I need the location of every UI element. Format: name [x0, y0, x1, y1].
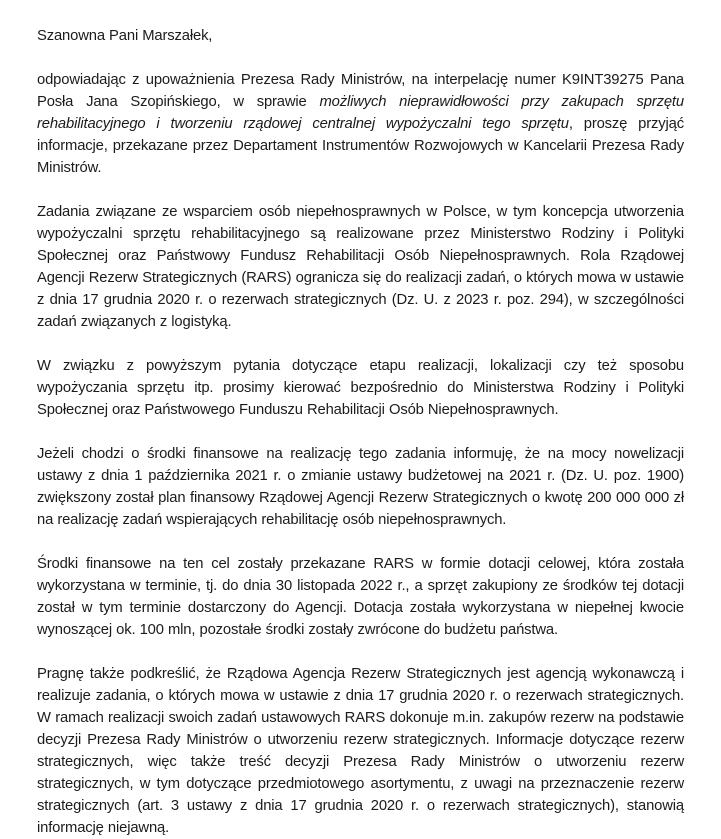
text-run: Jeżeli chodzi o środki finansowe na realizację tego zadania informuję, że na mocy nowelizacji ustawy z dnia 1 października 2021 r. o zmianie ustawy budżetowej na 2021 r. (Dz. U. poz. 1900) zwiększony został plan finansowy Rządowej Agencji Rezerw Strategicznych o kwotę 200 000 000 zł na realizację zadań wspierających rehabilitację osób niepełnosprawnych. — [37, 446, 684, 528]
paragraph — [37, 69, 684, 179]
paragraph — [37, 443, 684, 531]
paragraph — [37, 553, 684, 641]
letter-body — [37, 69, 684, 839]
text-run: , proszę przyjąć informacje, przekazane przez Departament Instrumentów Rozwojowych w Kancelarii Prezesa Rady Ministrów. — [37, 116, 684, 176]
paragraph — [37, 355, 684, 421]
text-run: Zadania związane ze wsparciem osób niepełnosprawnych w Polsce, w tym koncepcja utworzenia wypożyczalni sprzętu rehabilitacyjnego są realizowane przez Ministerstwo Rodziny i Polityki Społecznej oraz Państwowy Fundusz Rehabilitacji Osób Niepełnosprawnych. Rola Rządowej Agencji Rezerw Strategicznych (RARS) ogranicza się do realizacji zadań, o których mowa w ustawie z dnia 17 grudnia 2020 r. o rezerwach strategicznych (Dz. U. z 2023 r. poz. 294), w szczególności zadań związanych z logistyką. — [37, 204, 684, 330]
text-run: Pragnę także podkreślić, że Rządowa Agencja Rezerw Strategicznych jest agencją wykonawczą i realizuje zadania, o których mowa w ustawie z dnia 17 grudnia 2020 r. o rezerwach strategicznych. W ramach realizacji swoich zadań ustawowych RARS dokonuje m.in. zakupów rezerw na podstawie decyzji Prezesa Rady Ministrów o utworzeniu rezerw strategicznych. Informacje dotyczące rezerw strategicznych, więc także treść decyzji Prezesa Rady Ministrów o utworzeniu rezerw strategicznych, w tym dotyczące przedmiotowego asortymentu, z uwagi na przeznaczenie rezerw strategicznych (art. 3 ustawy z dnia 17 grudnia 2020 r. o rezerwach strategicznych), stanowią informację niejawną. — [37, 666, 684, 836]
salutation: Szanowna Pani Marszałek, — [37, 28, 213, 44]
text-run: W związku z powyższym pytania dotyczące etapu realizacji, lokalizacji czy też sposobu wypożyczania sprzętu itp. prosimy kierować bezpośrednio do Ministerstwa Rodziny i Polityki Społecznej oraz Państwowego Funduszu Rehabilitacji Osób Niepełnosprawnych. — [37, 358, 684, 418]
paragraph — [37, 663, 684, 839]
text-run: Środki finansowe na ten cel zostały przekazane RARS w formie dotacji celowej, która została wykorzystana w terminie, tj. do dnia 30 listopada 2022 r., a sprzęt zakupiony ze środków tej dotacji został w tym terminie dostarczony do Agencji. Dotacja została wykorzystana w niepełnej kwocie wynoszącej ok. 100 mln, pozostałe środki zostały zwrócone do budżetu państwa. — [37, 556, 684, 638]
paragraph — [37, 201, 684, 333]
text-run: odpowiadając z upoważnienia Prezesa Rady Ministrów, na interpelację numer K9INT39275 Pana Posła Jana Szopińskiego, w sprawie — [37, 72, 684, 110]
italic-text-run: możliwych nieprawidłowości przy zakupach sprzętu rehabilitacyjnego i tworzeniu rządowej centralnej wypożyczalni tego sprzętu — [37, 94, 684, 132]
